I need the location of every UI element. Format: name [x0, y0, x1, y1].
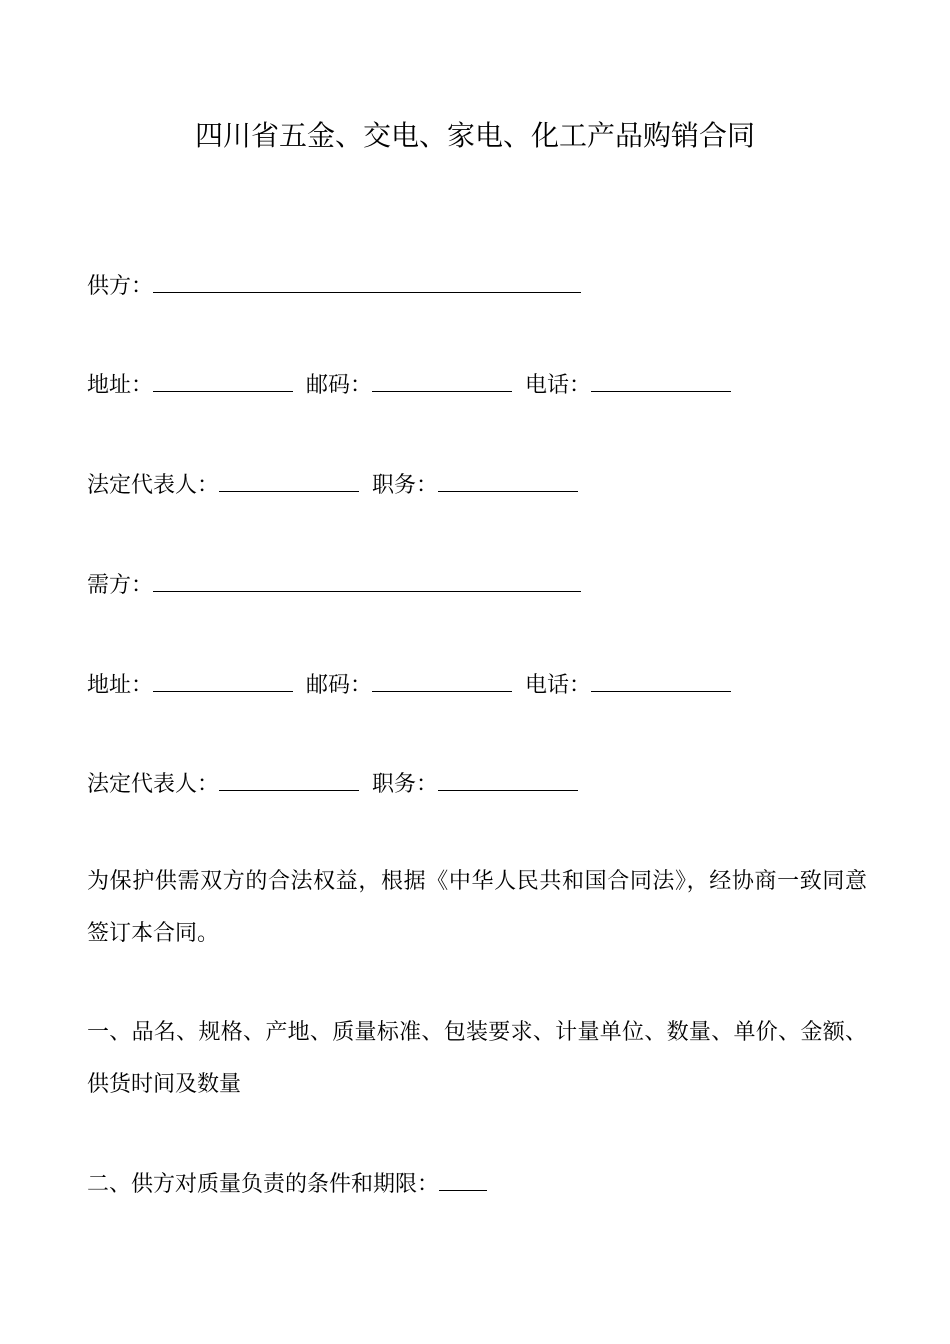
buyer-name-field[interactable] [153, 569, 581, 592]
buyer-phone-field[interactable] [591, 669, 731, 692]
buyer-address-field[interactable] [153, 669, 293, 692]
supplier-position-field[interactable] [438, 469, 578, 492]
supplier-postcode-label: 邮码： [306, 373, 373, 398]
supplier-postcode-field[interactable] [372, 369, 512, 392]
clause-2-row [87, 1168, 493, 1200]
supplier-name-field[interactable] [153, 270, 581, 293]
buyer-legal-rep-field[interactable] [219, 768, 359, 791]
buyer-phone-label: 电话： [525, 673, 592, 698]
buyer-position-label: 职务： [372, 772, 439, 797]
buyer-legal-rep-label: 法定代表人： [87, 772, 220, 797]
supplier-contact-row [87, 369, 737, 401]
clause-1: 一、品名、规格、产地、质量标准、包装要求、计量单位、数量、单价、金额、供货时间及数量 [87, 1020, 867, 1097]
buyer-postcode-field[interactable] [372, 669, 512, 692]
buyer-name-row [87, 569, 587, 601]
supplier-address-label: 地址： [87, 373, 154, 398]
buyer-label: 需方： [87, 573, 154, 598]
supplier-name-row [87, 270, 587, 302]
clause-2: 二、供方对质量负责的条件和期限： [87, 1172, 440, 1197]
supplier-label: 供方： [87, 274, 154, 299]
clause-2-field[interactable] [439, 1168, 487, 1191]
supplier-address-field[interactable] [153, 369, 293, 392]
supplier-phone-label: 电话： [525, 373, 592, 398]
supplier-rep-row [87, 469, 584, 501]
buyer-contact-row [87, 669, 737, 701]
page-title: 四川省五金、交电、家电、化工产品购销合同 [194, 119, 755, 152]
buyer-postcode-label: 邮码： [306, 673, 373, 698]
buyer-position-field[interactable] [438, 768, 578, 791]
buyer-rep-row [87, 768, 584, 800]
supplier-legal-rep-field[interactable] [219, 469, 359, 492]
preamble-paragraph: 为保护供需双方的合法权益，根据《中华人民共和国合同法》，经协商一致同意签订本合同。 [87, 869, 867, 946]
supplier-position-label: 职务： [372, 473, 439, 498]
supplier-phone-field[interactable] [591, 369, 731, 392]
supplier-legal-rep-label: 法定代表人： [87, 473, 220, 498]
buyer-address-label: 地址： [87, 673, 154, 698]
